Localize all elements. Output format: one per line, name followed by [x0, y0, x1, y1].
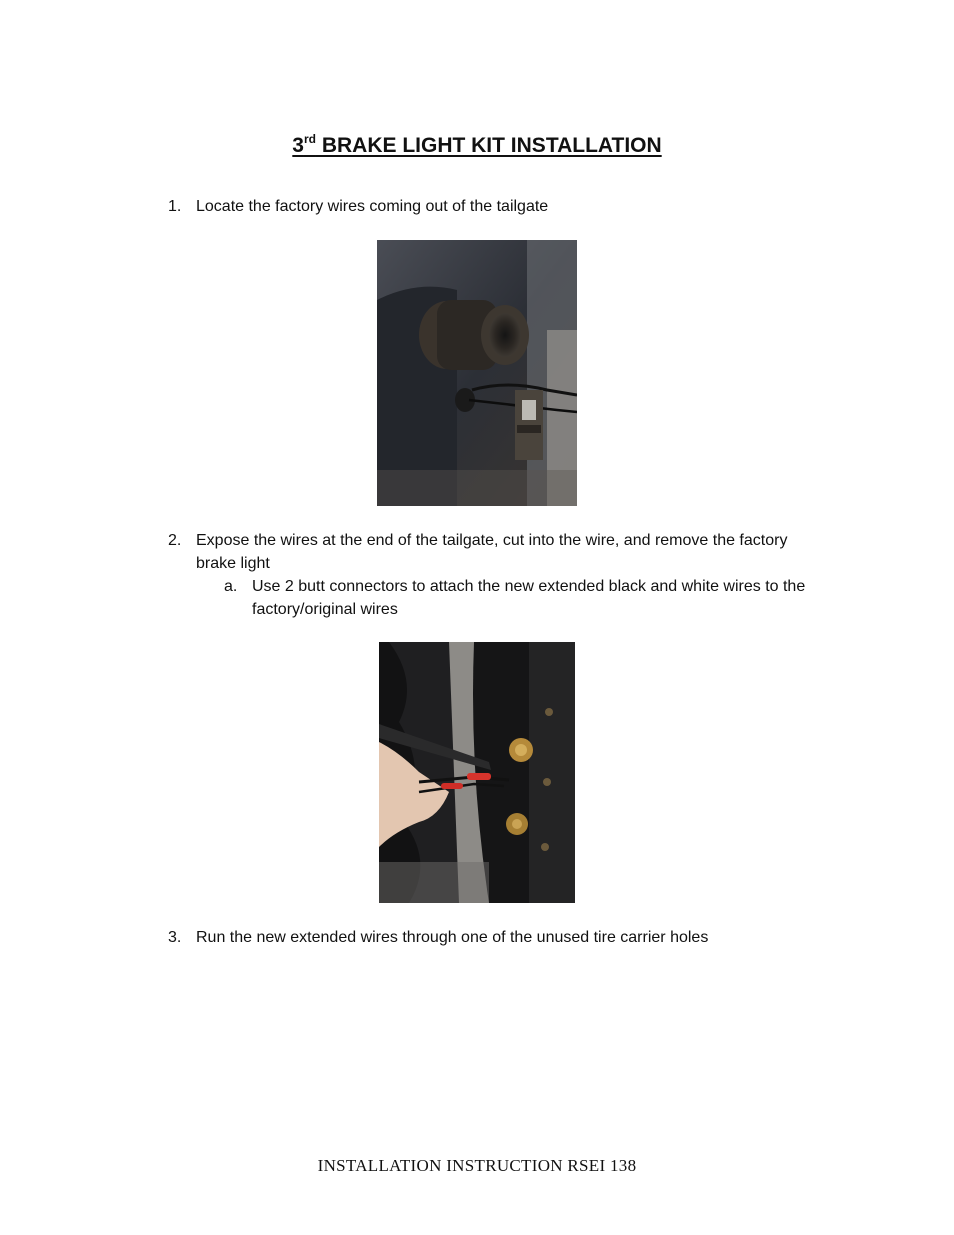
substep-letter: a. [224, 578, 238, 595]
step-text: Locate the factory wires coming out of the tailgate [196, 198, 549, 215]
tailgate-wires-photo [377, 240, 577, 506]
page-title: 3rd BRAKE LIGHT KIT INSTALLATION [292, 132, 662, 157]
step-text: Expose the wires at the end of the tailgate, cut into the wire, and remove the factory brake light [196, 532, 788, 572]
page-footer: INSTALLATION INSTRUCTION RSEI 138 [317, 1156, 637, 1175]
substep-text: Use 2 butt connectors to attach the new extended black and white wires to the factory/original wires [252, 578, 806, 618]
step-number: 1. [168, 198, 182, 215]
step-number: 3. [168, 929, 182, 946]
butt-connectors-photo [379, 642, 575, 903]
step-text: Run the new extended wires through one of the unused tire carrier holes [196, 929, 709, 946]
step-number: 2. [168, 532, 182, 549]
